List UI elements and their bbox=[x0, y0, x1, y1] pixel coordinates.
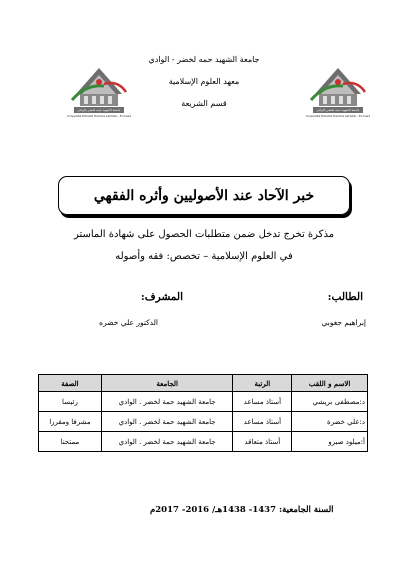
member-rank: أستاذ مساعد bbox=[233, 392, 292, 412]
subtitle-line-1: مذكرة تخرج تدخل ضمن متطلبات الحصول على شهادة الماستر bbox=[73, 229, 335, 240]
member-university: جامعة الشهيد حمة لخضر . الوادي bbox=[101, 432, 233, 452]
member-university: جامعة الشهيد حمة لخضر . الوادي bbox=[101, 392, 233, 412]
member-rank: أستاذ مساعد bbox=[233, 412, 292, 432]
member-name: د:علي خضرة bbox=[292, 412, 368, 432]
student-name: إبراهيم جغوبي bbox=[321, 318, 366, 327]
student-label: الطالب: bbox=[327, 291, 363, 303]
university-name: جامعة الشهيد حمه لخضر - الوادي bbox=[148, 55, 260, 64]
logo-caption-latin: Université Echahid Hamma Lakhdar - El Oued bbox=[67, 114, 131, 118]
member-role: مشرفا ومقررا bbox=[39, 412, 102, 432]
table-row bbox=[39, 392, 368, 412]
university-logo-right bbox=[305, 62, 371, 120]
institute-name: معهد العلوم الإسلامية bbox=[168, 77, 240, 86]
table-header-row bbox=[39, 375, 368, 392]
header-rank: الرتبة bbox=[233, 375, 292, 392]
subtitle-line-2: في العلوم الإسلامية – تخصص: فقه وأصوله bbox=[115, 251, 293, 262]
member-university: جامعة الشهيد حمة لخضر . الوادي bbox=[101, 412, 233, 432]
logo-caption: جامعة الشهيد حمه لخضر بالوادي bbox=[77, 108, 121, 112]
header-role: الصفة bbox=[39, 375, 102, 392]
academic-year: السنة الجامعية: 1437- 1438هـ/ 2016- 2017م bbox=[150, 505, 334, 515]
header-name: الاسم و اللقب bbox=[292, 375, 368, 392]
supervisor-label: المشرف: bbox=[140, 291, 183, 303]
member-role: ممتحنا bbox=[39, 432, 102, 452]
member-name: أ:ميلود صبرو bbox=[292, 432, 368, 452]
table-row bbox=[39, 432, 368, 452]
table-row bbox=[39, 412, 368, 432]
member-rank: أستاذ متعاقد bbox=[233, 432, 292, 452]
thesis-title: خبر الآحاد عند الأصوليين وأثره الفقهي bbox=[58, 176, 350, 215]
member-role: رئيسا bbox=[39, 392, 102, 412]
logo-caption-latin: Université Echahid Hamma Lakhdar - El Oued bbox=[306, 114, 370, 118]
header-university: الجامعة bbox=[101, 375, 233, 392]
committee-table bbox=[38, 374, 368, 452]
supervisor-name: الدكتور علي خضره bbox=[99, 318, 158, 327]
logo-caption: جامعة الشهيد حمه لخضر بالوادي bbox=[316, 108, 360, 112]
member-name: د:مصطفى بريشي bbox=[292, 392, 368, 412]
department-name: قسم الشريعة bbox=[181, 99, 227, 108]
